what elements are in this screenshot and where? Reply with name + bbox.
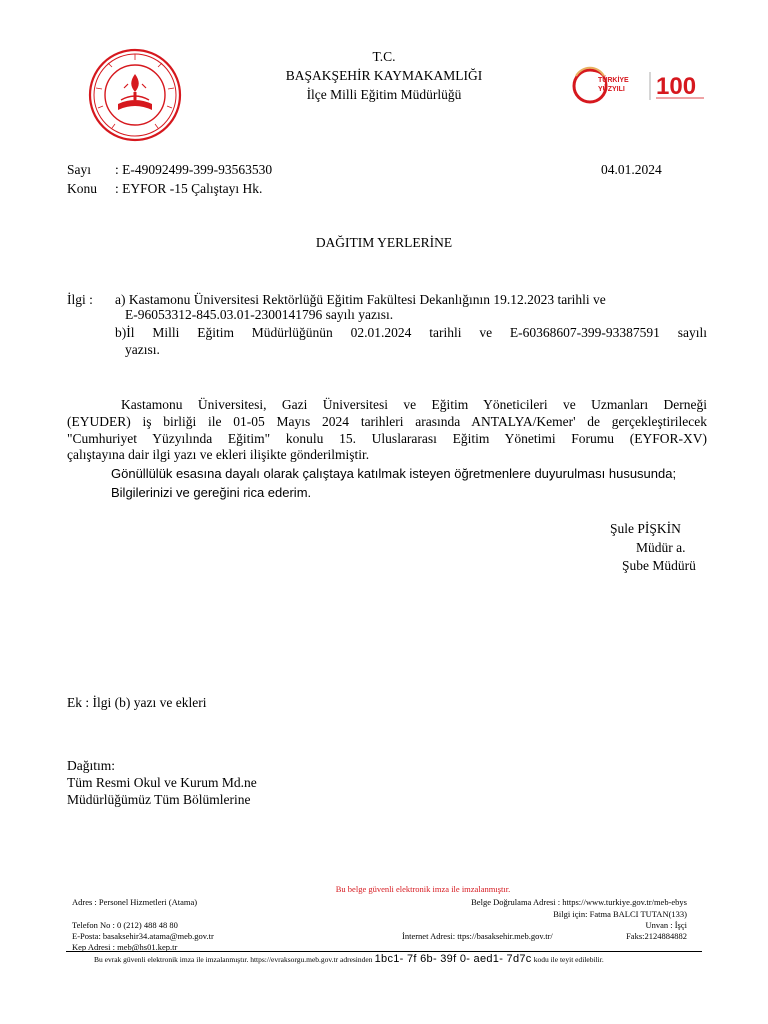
- sayi-line: [67, 160, 272, 179]
- distribution-line-2: Müdürlüğümüz Tüm Bölümlerine: [67, 792, 251, 807]
- ilgi-a-line2: E-96053312-845.03.01-2300141796 sayılı yazısı.: [125, 307, 394, 322]
- svg-text:TÜRKİYE: TÜRKİYE: [598, 77, 629, 84]
- document-date: 04.01.2024: [601, 162, 662, 177]
- body-p1-line3: "Cumhuriyet Yüzyılında Eğitim" konulu 15. Uluslararası Eğitim Yönetimi Forumu (EYFOR-XV): [67, 431, 707, 446]
- footer-verify-code: 1bc1- 7f 6b- 39f 0- aed1- 7d7c: [374, 953, 532, 965]
- body-p3: Bilgilerinizi ve gereğini rica ederim.: [111, 485, 312, 500]
- footer-verify-address: Belge Doğrulama Adresi : https://www.turkiye.gov.tr/meb-ebys: [471, 897, 687, 907]
- esign-notice: Bu belge güvenli elektronik imza ile imzalanmıştır.: [335, 884, 511, 894]
- body-p1-line2: (EYUDER) iş birliği ile 01-05 Mayıs 2024 tarihleri arasında ANTALYA/Kemer' de gerçekleştirilecek: [67, 414, 707, 429]
- recipient-heading: DAĞITIM YERLERİNE: [315, 235, 453, 250]
- signatory-title-1: Müdür a.: [636, 540, 686, 555]
- signatory-name: Şule PİŞKİN: [610, 521, 681, 536]
- letterhead-line-mudurluk: İlçe Milli Eğitim Müdürlüğü: [306, 87, 462, 102]
- footer-divider: [66, 951, 702, 952]
- ilgi-label: İlgi :: [67, 292, 93, 307]
- body-p1-line1: Kastamonu Üniversitesi, Gazi Üniversitesi ve Eğitim Yöneticileri ve Uzmanları Derneği: [121, 397, 707, 412]
- sayi-value: : E-49092499-399-93563530: [115, 162, 273, 177]
- svg-text:YÜZYILI: YÜZYILI: [598, 86, 625, 93]
- body-p2: Gönüllülük esasına dayalı olarak çalıştaya katılmak isteyen öğretmenlere duyurulması hususunda;: [111, 466, 677, 481]
- footer-verify-suffix: kodu ile teyit edilebilir.: [533, 955, 604, 964]
- footer-verify-prefix: Bu evrak güvenli elektronik imza ile imzalanmıştır. https://evraksorgu.meb.gov.tr adresinden: [94, 955, 373, 964]
- ilgi-a-line1: a) Kastamonu Üniversitesi Rektörlüğü Eğitim Fakültesi Dekanlığının 19.12.2023 tarihli ve: [115, 292, 606, 307]
- footer-email: E-Posta: basaksehir34.atama@meb.gov.tr: [72, 931, 214, 941]
- ilgi-b-line2: yazısı.: [125, 342, 160, 357]
- distribution-line-1: Tüm Resmi Okul ve Kurum Md.ne: [67, 775, 257, 790]
- footer-unvan: Unvan : İşçi: [645, 920, 687, 930]
- footer-address: Adres : Personel Hizmetleri (Atama): [72, 897, 198, 907]
- konu-line: [67, 179, 262, 198]
- attachments-line: Ek : İlgi (b) yazı ve ekleri: [67, 695, 207, 710]
- footer-phone: Telefon No : 0 (212) 488 48 80: [72, 920, 178, 930]
- signatory-title-2: Şube Müdürü: [622, 558, 696, 573]
- footer-verify-line: [94, 954, 604, 965]
- konu-label: Konu: [67, 181, 97, 196]
- konu-value: : EYFOR -15 Çalıştayı Hk.: [115, 181, 263, 196]
- ilgi-b-line1: b)İl Milli Eğitim Müdürlüğünün 02.01.2024 tarihli ve E-60368607-399-93387591 sayılı: [115, 325, 707, 340]
- letterhead-line-kaymakamlik: BAŞAKŞEHİR KAYMAKAMLIĞI: [285, 68, 483, 83]
- sayi-label: Sayı: [67, 162, 92, 177]
- footer-fax: Faks:2124884882: [626, 931, 687, 941]
- distribution-heading: Dağıtım:: [67, 758, 115, 773]
- turkiye-yuzyili-100-logo: [568, 66, 718, 106]
- footer-web: İnternet Adresi: ttps://basaksehir.meb.gov.tr/: [402, 931, 553, 941]
- letterhead-line-tc: T.C.: [372, 49, 396, 64]
- footer-info: Bilgi için: Fatma BALCI TUTAN(133): [553, 909, 687, 919]
- svg-text:100: 100: [656, 73, 697, 100]
- body-p1-line4: çalıştayına dair ilgi yazı ve ekleri ilişikte gönderilmiştir.: [67, 447, 370, 462]
- footer-kep: Kep Adresi : meb@hs01.kep.tr: [72, 942, 178, 952]
